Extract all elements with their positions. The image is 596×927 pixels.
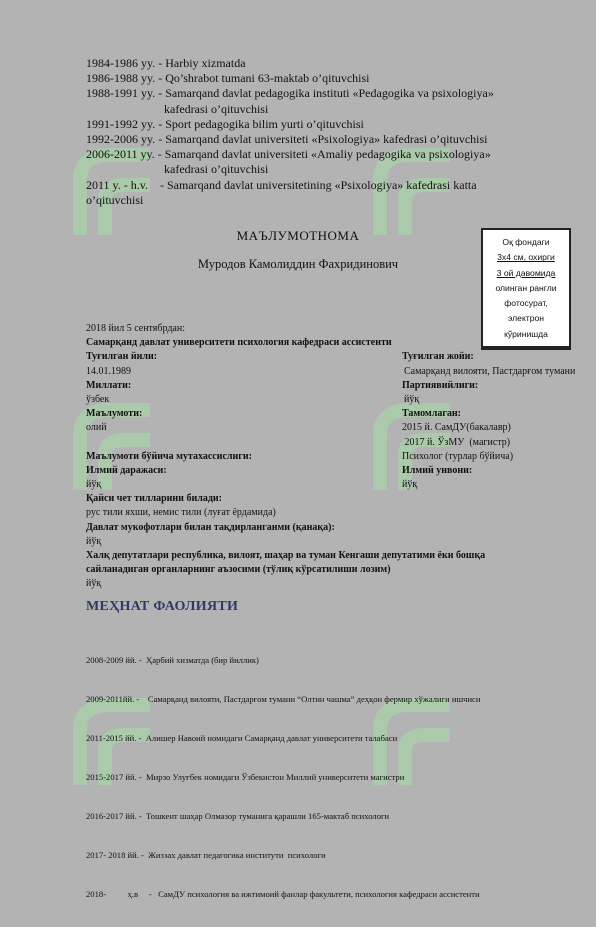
photo-note-line: 3 ой давомида xyxy=(496,267,556,278)
academic-title-label: Илмий унвони: xyxy=(402,464,473,476)
degree-value: йўқ xyxy=(86,479,102,491)
photo-note-line: олинган рангли xyxy=(495,282,557,293)
career-line: o’qituvchisi xyxy=(86,192,144,207)
deputy-label-2: сайланадиган органларнинг аъзосими (тўлиқ кўрсатилиши лозим) xyxy=(86,564,391,576)
education-value: олий xyxy=(86,422,107,434)
career-line: kafedrasi o’qituvchisi xyxy=(86,101,269,116)
degree-label: Илмий даражаси: xyxy=(86,464,167,476)
career-line: 2006-2011 yy. - Samarqand davlat universiteti «Amaliy pedagogika va psixologiya» xyxy=(86,147,491,162)
photo-note-line: 3х4 см, охирги xyxy=(497,252,555,263)
date-line: 2018 йил 5 сентябрдан: xyxy=(86,323,185,334)
career-line: 1988-1991 yy. - Samarqand davlat pedagogika instituti «Pedagogika va psixologiya» xyxy=(86,86,494,101)
work-history-title: МЕҲНАТ ФАОЛИЯТИ xyxy=(86,599,239,614)
awards-label: Давлат мукофотлари билан тақдирланганми (қанақа): xyxy=(86,521,335,533)
birth-place-label: Туғилган жойи: xyxy=(402,351,474,363)
nationality-value: ўзбек xyxy=(86,393,110,405)
career-line: 1986-1988 yy. - Qo’shrabot tumani 63-maktab o’qituvchisi xyxy=(86,71,370,86)
work-item: 2017- 2018 йй. - Жиззах давлат педагогика институти психологи xyxy=(86,850,326,860)
party-label: Партиявийлиги: xyxy=(402,379,479,391)
birth-place-value: Самарқанд вилояти, Пастдарғом тумани xyxy=(404,365,576,377)
deputy-label-1: Халқ депутатлари республика, вилоят, шаҳар ва туман Кенгаши депутатими ёки бошқа xyxy=(86,550,486,561)
graduated-label: Тамомлаган: xyxy=(402,408,461,420)
full-name: Муродов Камолиддин Фахридинович xyxy=(197,257,399,271)
graduated-value-2: 2017 й. ЎзМУ (магистр) xyxy=(402,436,511,448)
career-line: kafedrasi o’qituvchisi xyxy=(86,162,269,177)
party-value: йўқ xyxy=(404,393,420,405)
work-item: 2008-2009 йй. - Ҳарбий хизматда (бир йиллик) xyxy=(86,655,259,665)
position-line: Самарқанд давлат университети психология кафедраси ассистенти xyxy=(86,337,392,349)
photo-note-line: фотосурат, xyxy=(504,298,548,309)
photo-note-line: электрон xyxy=(507,313,545,324)
nationality-label: Миллати: xyxy=(86,379,132,391)
languages-label: Қайси чет тилларини билади: xyxy=(86,493,222,505)
career-history-uz xyxy=(86,56,546,208)
work-item: 2011-2015 йй. - Алишер Навоий номидаги Самарқанд давлат университети талабаси xyxy=(86,733,398,743)
career-line: 2011 y. - h.v. - Samarqand davlat universitetining «Psixologiya» kafedrasi katta xyxy=(86,177,477,192)
education-label: Маълумоти: xyxy=(86,408,143,420)
work-item: 2016-2017 йй. - Тошкент шаҳар Олмазор туманига қарашли 165-мактаб психологи xyxy=(86,811,390,821)
work-item: 2009-2011йй. - Самарқанд вилояти, Пастдарғом тумани “Олтин чашма” деҳқон фермир хўжалиги ишчиси xyxy=(86,694,481,704)
birth-year-label: Туғилган йили: xyxy=(86,351,158,363)
awards-value: йўқ xyxy=(86,535,102,547)
personal-info xyxy=(86,323,576,593)
career-line: 1991-1992 yy. - Sport pedagogika bilim yurti o’qituvchisi xyxy=(86,116,364,131)
specialty-value: Психолог (турлар бўйича) xyxy=(402,450,514,462)
specialty-label: Маълумоти бўйича мутахассислиги: xyxy=(86,450,252,462)
graduated-value-1: 2015 й. СамДУ(бакалавр) xyxy=(402,422,511,434)
work-history-list xyxy=(86,628,546,927)
photo-note-line: кўринишда xyxy=(504,328,548,339)
academic-title-value: йўқ xyxy=(402,479,418,491)
deputy-value: йўқ xyxy=(86,578,102,590)
work-item: 2018- ҳ.в - СамДУ психология ва ижтимоий фанлар факультети, психология кафедраси ассистенти xyxy=(86,889,480,899)
languages-value: рус тили яхши, немис тили (луғат ёрдамида) xyxy=(86,507,276,519)
document-title: МАЪЛУМОТНОМА xyxy=(236,228,360,243)
career-line: 1984-1986 yy. - Harbiy xizmatda xyxy=(86,56,246,70)
photo-note-line: Оқ фондаги xyxy=(502,237,550,247)
work-item: 2015-2017 йй. - Мирзо Улуғбек номидаги Ўзбекистон Миллий университети магистри xyxy=(86,772,405,782)
career-line: 1992-2006 yy. - Samarqand davlat universiteti «Psixologiya» kafedrasi o’qituvchisi xyxy=(86,132,488,147)
birth-year-value: 14.01.1989 xyxy=(86,365,131,377)
